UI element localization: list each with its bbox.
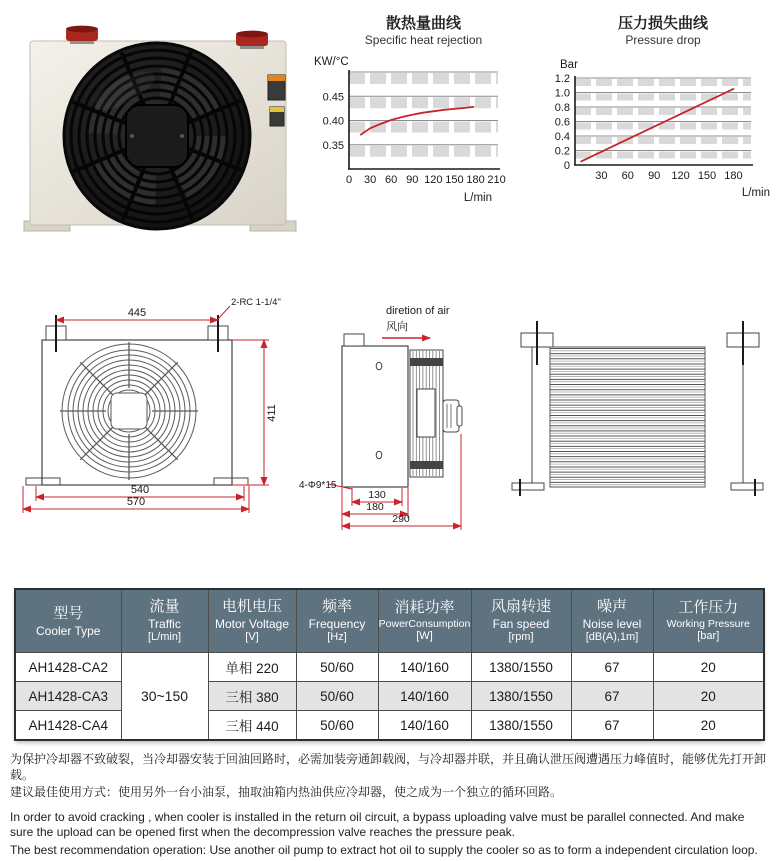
photo-port-cap-right	[236, 31, 268, 49]
svg-text:KW/°C: KW/°C	[314, 56, 349, 68]
svg-text:0.8: 0.8	[554, 102, 570, 114]
svg-text:L/min: L/min	[741, 187, 770, 199]
svg-text:60: 60	[621, 170, 634, 182]
rear-fin-stack	[550, 347, 705, 487]
side-hole-size-label: 4-Φ9*15	[299, 480, 337, 491]
svg-text:Bar: Bar	[560, 59, 578, 71]
front-dim-570: 570	[126, 496, 146, 508]
cell-freq: 50/60	[296, 653, 378, 682]
svg-text:0.35: 0.35	[322, 139, 344, 152]
svg-text:0.2: 0.2	[554, 145, 570, 158]
spec-table	[14, 588, 765, 741]
front-foot-right	[214, 478, 248, 485]
cell-fan_speed: 1380/1550	[471, 653, 571, 682]
cell-freq: 50/60	[296, 682, 378, 711]
svg-text:210: 210	[487, 174, 506, 186]
pressure-drop-chart	[548, 8, 777, 223]
cell-voltage: 三相 380	[208, 682, 296, 711]
cell-voltage: 单相 220	[208, 653, 296, 682]
side-fan-assembly	[410, 350, 462, 477]
svg-text:180: 180	[724, 170, 743, 182]
cell-traffic-merged: 30~150	[121, 653, 208, 741]
cell-model: AH1428-CA2	[15, 653, 121, 682]
svg-text:1.2: 1.2	[554, 73, 570, 85]
cell-pressure: 20	[653, 682, 764, 711]
product-photo	[20, 25, 300, 242]
cell-freq: 50/60	[296, 711, 378, 741]
svg-text:0.45: 0.45	[322, 91, 344, 104]
svg-text:0: 0	[345, 174, 353, 186]
note-en-1: In order to avoid cracking , when cooler is installed in the return oil circuit, a bypass uploading valve must be parallel connected. And make sure the upload can be opened first when the decompression valve reaches the pressure peak.	[10, 809, 745, 840]
front-hub	[111, 393, 147, 429]
cell-noise: 67	[571, 653, 653, 682]
note-en-2: The best recommendation operation: Use another oil pump to extract hot oil to supply the cooler so as to form a independent circulation loop.	[10, 842, 758, 857]
svg-text:Pressure drop: Pressure drop	[625, 33, 701, 47]
note-zh-1: 为保护冷却器不致破裂，当冷却器安装于回油回路时，必需加装旁通卸载阀，与冷却器并联，并且确认泄压阀遭遇压力峰值时，能够优先打开卸载。	[10, 752, 767, 782]
spec-col-header-5: 风扇转速 Fan speed [rpm]	[471, 589, 571, 653]
side-top-tab	[344, 334, 364, 346]
photo-fan-hub	[126, 105, 188, 167]
front-foot-left	[26, 478, 60, 485]
svg-text:150: 150	[697, 170, 717, 182]
spec-col-header-4: 消耗功率 PowerConsumption [W]	[378, 589, 471, 653]
cell-model: AH1428-CA4	[15, 711, 121, 741]
svg-text:150: 150	[445, 174, 464, 186]
rear-foot-left	[512, 483, 544, 490]
side-body-outline	[342, 346, 408, 487]
spec-col-header-2: 电机电压 Motor Voltage [V]	[208, 589, 296, 653]
rear-view-drawing	[498, 295, 777, 535]
cell-fan_speed: 1380/1550	[471, 682, 571, 711]
svg-text:30: 30	[363, 174, 377, 186]
spec-table-container	[14, 588, 765, 741]
svg-text:90: 90	[648, 170, 661, 182]
spec-col-header-0: 型号 Cooler Type	[15, 589, 121, 653]
front-dim-540: 540	[130, 484, 150, 496]
rear-fin-rows	[550, 349, 705, 485]
svg-text:120: 120	[671, 170, 690, 182]
cell-fan_speed: 1380/1550	[471, 711, 571, 741]
svg-text:0: 0	[563, 160, 570, 172]
front-view-drawing	[14, 295, 304, 535]
svg-text:1.0: 1.0	[554, 87, 570, 100]
side-hole-top	[376, 362, 382, 370]
cell-power: 140/160	[378, 682, 471, 711]
air-direction-zh-label: 风向	[386, 321, 408, 333]
svg-text:60: 60	[385, 174, 398, 186]
svg-text:L/min: L/min	[463, 192, 492, 204]
front-dim-411: 411	[266, 404, 278, 422]
note-zh-2: 建议最佳使用方式：使用另外一台小油泵，抽取油箱内热油供应冷却器，使之成为一个独立的循环回路。	[10, 785, 563, 800]
photo-warning-sticker	[268, 75, 285, 126]
cell-model: AH1428-CA3	[15, 682, 121, 711]
cell-noise: 67	[571, 711, 653, 741]
product-photo-image	[20, 25, 300, 237]
front-port-size-label: 2-RC 1-1/4"	[231, 297, 281, 308]
cell-voltage: 三相 440	[208, 711, 296, 741]
spec-col-header-1: 流量 Traffic [L/min]	[121, 589, 208, 653]
side-dim-130: 130	[368, 489, 386, 501]
side-hole-bottom	[376, 451, 382, 459]
usage-notes	[10, 752, 770, 861]
heat-rejection-chart	[308, 8, 543, 223]
front-dim-445: 445	[127, 307, 147, 319]
cell-power: 140/160	[378, 711, 471, 741]
cell-noise: 67	[571, 682, 653, 711]
svg-text:90: 90	[406, 174, 419, 186]
spec-row-AH1428-CA2	[15, 653, 764, 682]
svg-text:散热量曲线: 散热量曲线	[385, 15, 462, 32]
spec-col-header-6: 噪声 Noise level [dB(A),1m]	[571, 589, 653, 653]
svg-text:120: 120	[424, 174, 443, 186]
spec-col-header-7: 工作压力 Working Pressure [bar]	[653, 589, 764, 653]
side-dim-290: 290	[392, 513, 410, 525]
svg-text:180: 180	[466, 174, 485, 186]
cell-pressure: 20	[653, 711, 764, 741]
cell-pressure: 20	[653, 653, 764, 682]
air-direction-en-label: diretion of air	[386, 305, 450, 317]
svg-text:0.4: 0.4	[554, 131, 570, 143]
spec-col-header-3: 频率 Frequency [Hz]	[296, 589, 378, 653]
svg-text:Specific heat rejection: Specific heat rejection	[364, 33, 483, 47]
svg-text:30: 30	[595, 170, 608, 182]
svg-text:压力损失曲线: 压力损失曲线	[617, 15, 709, 32]
photo-port-cap-left	[66, 26, 98, 44]
side-dim-180: 180	[366, 501, 384, 513]
svg-text:0.40: 0.40	[322, 115, 344, 128]
side-view-drawing	[298, 292, 510, 547]
cell-power: 140/160	[378, 653, 471, 682]
rear-foot-right	[731, 483, 763, 490]
svg-text:0.6: 0.6	[554, 116, 570, 129]
